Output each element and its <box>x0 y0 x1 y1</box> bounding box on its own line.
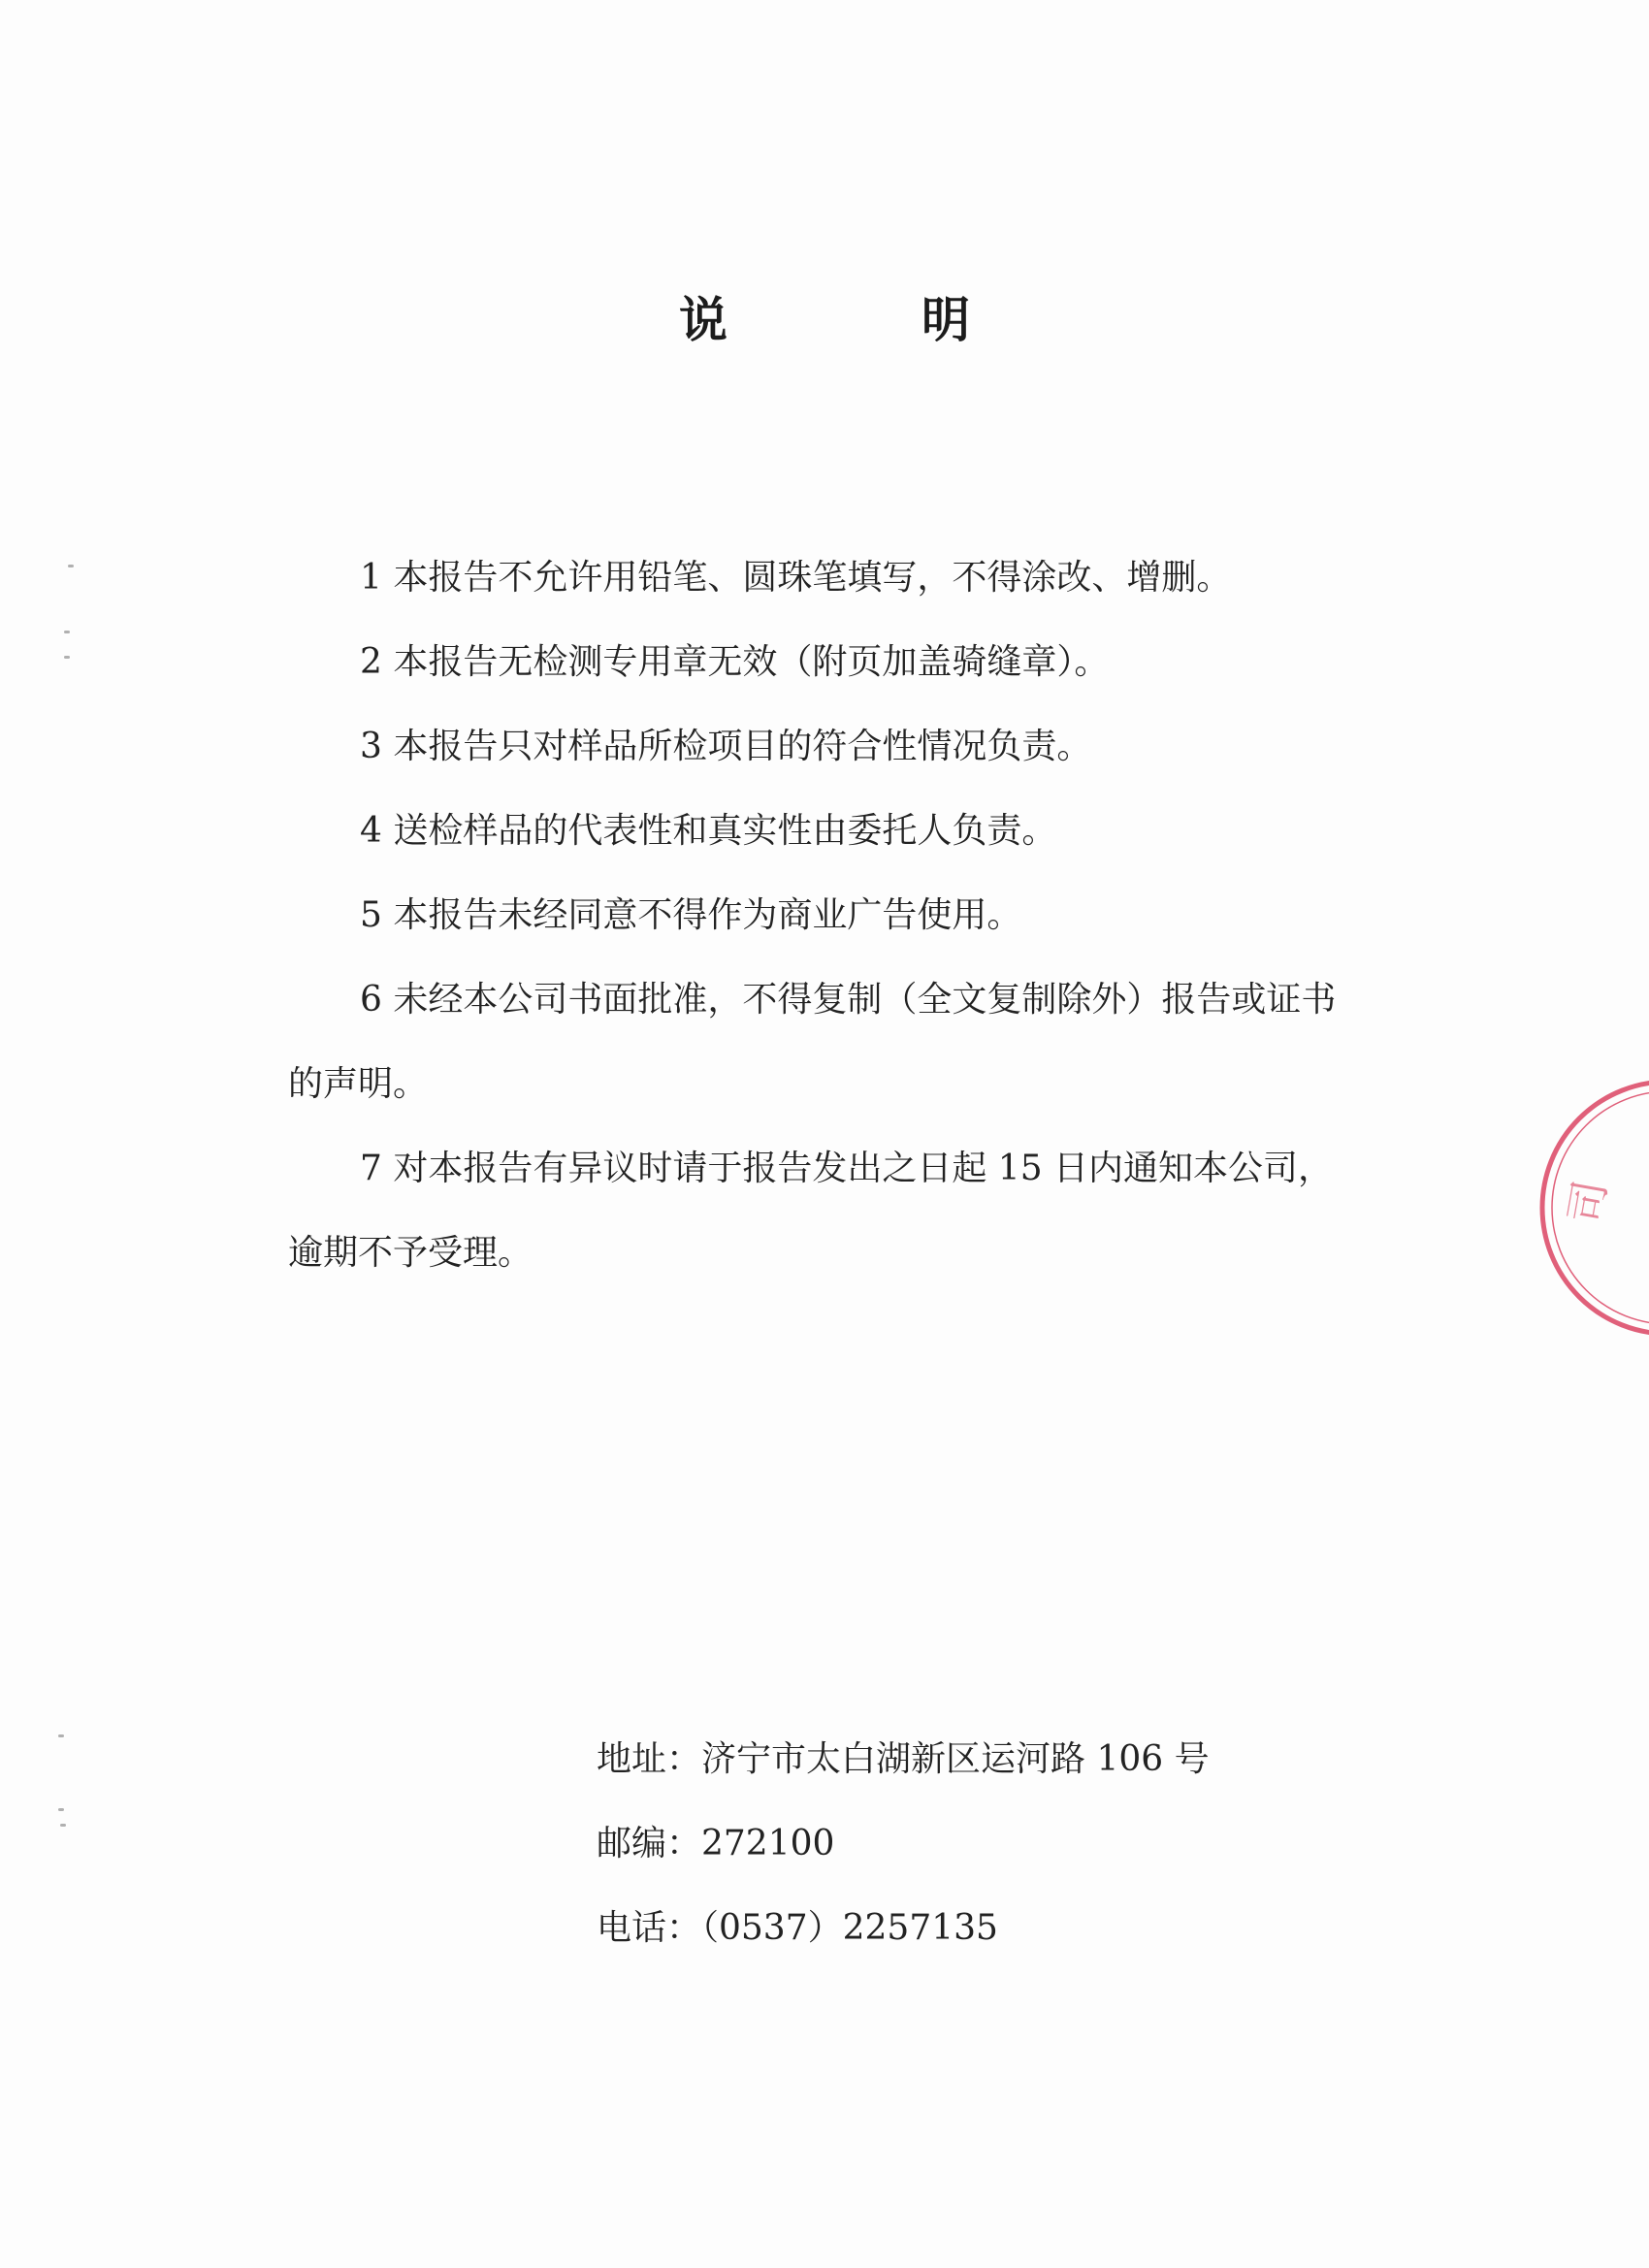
contact-phone: 电话：（0537）2257135 <box>597 1908 998 1948</box>
company-seal-fragment <box>1474 1077 1649 1339</box>
note-item-7: 7 对本报告有异议时请于报告发出之日起 15 日内通知本公司，逾期不予受理。 <box>288 1149 1334 1273</box>
contact-postcode: 邮编：272100 <box>597 1824 835 1863</box>
note-item-1: 1 本报告不允许用铅笔、圆珠笔填写，不得涂改、增删。 <box>360 558 1232 598</box>
scan-mark <box>64 631 70 633</box>
note-item-5: 5 本报告未经同意不得作为商业广告使用。 <box>360 895 1022 935</box>
scan-mark <box>60 1824 66 1827</box>
title-char-1: 说 <box>679 291 728 348</box>
title-char-2: 明 <box>922 291 970 348</box>
seal-icon <box>1474 1077 1649 1339</box>
scan-mark <box>68 565 74 567</box>
scan-mark <box>64 656 70 659</box>
scan-mark <box>58 1808 64 1811</box>
page-title <box>0 281 1649 351</box>
note-item-2: 2 本报告无检测专用章无效（附页加盖骑缝章）。 <box>360 642 1110 682</box>
note-item-6: 6 未经本公司书面批准，不得复制（全文复制除外）报告或证书的声明。 <box>288 980 1337 1104</box>
contact-block <box>597 1717 1210 1970</box>
note-item-3: 3 本报告只对样品所检项目的符合性情况负责。 <box>360 727 1092 766</box>
scan-mark <box>58 1734 64 1737</box>
note-item-4: 4 送检样品的代表性和真实性由委托人负责。 <box>360 811 1057 851</box>
svg-text:司: 司 <box>1560 1177 1617 1228</box>
notes-list <box>288 535 1365 1295</box>
contact-address: 地址：济宁市太白湖新区运河路 106 号 <box>597 1739 1210 1779</box>
